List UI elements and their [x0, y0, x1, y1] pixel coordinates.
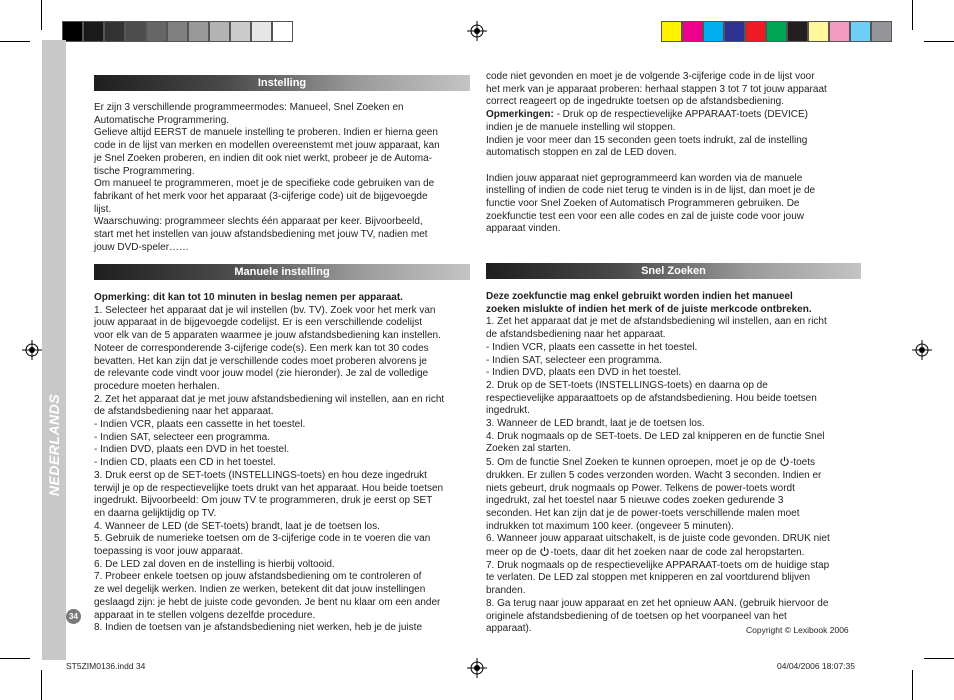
instelling-body: [94, 102, 474, 254]
text-line: Er zijn 3 verschillende programmeermodes: Manueel, Snel Zoeken en: [94, 102, 404, 113]
color-swatch: [745, 21, 766, 42]
registration-mark-icon: [467, 658, 487, 678]
text-line: zoekfunctie test een voor een alle codes en zal de juiste code voor jouw: [486, 210, 804, 222]
text-line: apparaat in te stellen volgens dezelfde procedure.: [94, 609, 316, 621]
text-line: - Indien SAT, selecteer een programma.: [94, 431, 271, 443]
color-swatch: [808, 21, 829, 42]
registration-mark-icon: [22, 340, 42, 360]
text-line: Gelieve altijd EERST de manuele instelling te proberen. Indien er hierna geen: [94, 127, 438, 139]
text-line: code in de lijst van merken en modellen overeenstemt met jouw apparaat, kan: [94, 140, 440, 152]
text-line: jouw DVD-speler……: [94, 241, 190, 253]
text-line: ingedrukt. Bijvoorbeeld: Om jouw TV te programmeren, druk je eerst op SET: [94, 495, 433, 507]
snel-zoeken-body: [486, 291, 866, 636]
text-line: Waarschuwing: programmeer slechts één apparaat per keer. Bijvoorbeeld,: [94, 216, 423, 228]
color-swatch: [272, 21, 293, 42]
color-swatch: [850, 21, 871, 42]
text-line: bevatten. Het kan zijn dat je verschillende codes moet proberen alvorens je: [94, 355, 427, 367]
opmerkingen-line: [486, 109, 866, 122]
text-line: apparaat vinden.: [486, 223, 561, 235]
copyright: Copyright © Lexibook 2006: [746, 625, 849, 635]
color-swatch: [251, 21, 272, 42]
color-swatch: [724, 21, 745, 42]
crop-mark: [41, 0, 42, 30]
color-swatch: [703, 21, 724, 42]
text-line: 4. Wanneer de LED (de SET-toets) brandt, laat je de toetsen los.: [94, 520, 380, 532]
text-line: indrukken tot maximum 100 keer. (ongeveer 5 minuten).: [486, 520, 734, 532]
text-line: toepassing is voor jouw apparaat.: [94, 546, 243, 558]
text-line: correct reageert op de ingedrukte toetsen op de afstandsbediening.: [486, 96, 784, 108]
right-top-body: [486, 71, 866, 236]
text-line: Om manueel te programmeren, moet je de specifieke code gebruiken van de: [94, 178, 435, 190]
crop-mark: [924, 658, 954, 659]
color-swatch: [787, 21, 808, 42]
text-line: automatisch stoppen en zal de LED doven.: [486, 147, 677, 159]
snel-step5-line: 5. Om de functie Snel Zoeken te kunnen oproepen, moet je op de -toets: [486, 457, 815, 469]
text-line: apparaat).: [486, 623, 532, 635]
text-line: Noteer de corresponderende 3-cijferige code(s). Een merk kan tot 30 codes: [94, 342, 429, 354]
text-line: tische Programmering.: [94, 165, 195, 177]
file-slug: ST5ZIM0136.indd 34: [66, 661, 146, 671]
registration-mark-icon: [467, 21, 487, 41]
text-line: 2. Druk op de SET-toets (INSTELLINGS-toets) en daarna op de: [486, 379, 768, 391]
text-line: branden.: [486, 585, 526, 597]
opmerkingen-label: Opmerkingen:: [486, 109, 554, 121]
text-line: - Indien DVD, plaats een DVD in het toestel.: [94, 444, 290, 456]
color-swatch: [230, 21, 251, 42]
text-line: Indien jouw apparaat niet geprogrammeerd kan worden via de manuele: [486, 172, 803, 184]
text-line: ingedrukt, zal het toestel naar 5 nieuwe codes zoeken gedurende 3: [486, 495, 784, 507]
color-swatch: [167, 21, 188, 42]
text-line: Automatische Programmering.: [94, 114, 230, 126]
page-number: 34: [66, 609, 81, 624]
text-line: 8. Ga terug naar jouw apparaat en zet het opnieuw AAN. (gebruik hiervoor de: [486, 597, 829, 609]
text-line: Zoeken zal starten.: [486, 443, 572, 455]
text-line: Deze zoekfunctie mag enkel gebruikt worden indien het manueel: [486, 291, 793, 302]
text-line: - Indien VCR, plaats een cassette in het toestel.: [94, 419, 306, 431]
power-icon: [539, 546, 550, 557]
color-swatch: [871, 21, 892, 42]
text-line: 3. Wanneer de LED brandt, laat je de toetsen los.: [486, 418, 705, 430]
snel-step6-line: meer op de -toets, daar dit het zoeken naar de code zal heropstarten.: [486, 547, 805, 559]
timestamp-slug: 04/04/2006 18:07:35: [777, 661, 855, 671]
color-swatch: [62, 21, 83, 42]
crop-mark: [912, 0, 913, 30]
language-label: NEDERLANDS: [46, 393, 62, 497]
text-line: voor elk van de 5 apparaten waarmee je jouw afstandsbediening kan instellen.: [94, 330, 441, 342]
text-line: ze wel degelijk werken. Indien ze werken, betekent dit dat jouw instellingen: [94, 584, 426, 596]
text-line: 5. Gebruik de numerieke toetsen om de 3-cijferige code in te voeren die van: [94, 533, 431, 545]
color-swatch: [83, 21, 104, 42]
crop-mark: [912, 670, 913, 700]
text-line: instelling of indien de code niet terug te vinden is in de lijst, dan moet je de: [486, 185, 816, 197]
text-line: 6. Wanneer jouw apparaat uitschakelt, is de juiste code gevonden. DRUK niet: [486, 533, 830, 545]
opmerkingen-text: - Druk op de respectievelijke APPARAAT-toets (DEVICE): [553, 109, 808, 121]
section-header-snel-zoeken: Snel Zoeken: [486, 263, 861, 279]
text-line: indien je de manuele instelling wil stoppen.: [486, 121, 676, 133]
text-line: functie voor Snel Zoeken of Automatisch Programmeren gebruiken. De: [486, 198, 800, 210]
color-swatch: [682, 21, 703, 42]
text-line: 7. Probeer enkele toetsen op jouw afstandsbediening om te controleren of: [94, 571, 422, 583]
text-line: de relevante code vindt voor jouw model (zie hieronder). Je zal de volledige: [94, 368, 429, 380]
section-header-instelling: Instelling: [94, 75, 470, 91]
text-line: - Indien SAT, selecteer een programma.: [486, 354, 663, 366]
manuele-body: [94, 292, 474, 635]
language-sidebar: [42, 40, 66, 660]
text-line: fabrikant of het merk voor het apparaat (3-cijferige code) uit de bijgevoegde: [94, 190, 428, 202]
text-line: originele afstandsbediening of de toetsen op het voorpaneel van het: [486, 610, 787, 622]
text-line: - Indien DVD, plaats een DVD in het toestel.: [486, 367, 682, 379]
text-line: en daarna gelijktijdig op TV.: [94, 507, 217, 519]
text-line: seconden. Het kan zijn dat je de power-toets verschillende malen moet: [486, 507, 800, 519]
text-line: 1. Zet het apparaat dat je met de afstandsbediening wil instellen, aan en richt: [486, 316, 827, 328]
text-line: Indien je voor meer dan 15 seconden geen toets indrukt, zal de instelling: [486, 134, 808, 146]
text-line: jouw apparaat in de bijgevoegde codelijst. Er is een verschillende codelijst: [94, 317, 422, 329]
text-line: 6. De LED zal doven en de instelling is hierbij voltooid.: [94, 558, 335, 570]
color-swatch: [766, 21, 787, 42]
registration-mark-icon: [912, 340, 932, 360]
color-swatch: [125, 21, 146, 42]
text-line: te verlaten. De LED zal stoppen met knipperen en zal voortdurend blijven: [486, 572, 811, 584]
text-line: respectievelijke apparaattoets op de afstandsbediening. Hou beide toetsen: [486, 392, 817, 404]
text-line: procedure moeten herhalen.: [94, 380, 220, 392]
text-line: je Snel Zoeken proberen, en indien dit ook niet werkt, probeer je de Automa-: [94, 152, 432, 164]
text-line: code niet gevonden en moet je de volgende 3-cijferige code in de lijst voor: [486, 71, 815, 82]
text-line: niets gebeurt, druk nogmaals op Power. Telkens de power-toets wordt: [486, 482, 795, 494]
color-swatch: [661, 21, 682, 42]
crop-mark: [0, 41, 30, 42]
text-line: terwijl je op de respectievelijke toets drukt van het apparaat. Hou beide toetsen: [94, 482, 444, 494]
crop-mark: [41, 670, 42, 700]
text-line: het merk van je apparaat proberen: herhaal stappen 3 tot 7 tot jouw apparaat: [486, 83, 827, 95]
text-line: - Indien VCR, plaats een cassette in het toestel.: [486, 341, 698, 353]
color-swatch: [188, 21, 209, 42]
text-line: geslaagd zijn: je hebt de juiste code gevonden. Je bent nu klaar om een ander: [94, 596, 441, 608]
text-line: de afstandsbediening naar het apparaat.: [94, 406, 274, 418]
text-line: 7. Druk nogmaals op de respectievelijke APPARAAT-toets om de huidige stap: [486, 559, 830, 571]
text-line: drukken. Er zullen 5 codes verzonden worden. Wacht 3 seconden. Indien er: [486, 469, 822, 481]
crop-mark: [924, 41, 954, 42]
power-icon: [779, 456, 790, 467]
text-line: - Indien CD, plaats een CD in het toestel.: [94, 457, 276, 469]
crop-mark: [0, 658, 30, 659]
text-line: 8. Indien de toetsen van je afstandsbediening niet werken, heb je de juiste: [94, 622, 423, 634]
text-line: start met het instellen van jouw afstandsbediening met jouw TV, nadien met: [94, 229, 428, 241]
text-line: zoeken mislukte of indien het merk of de juiste merkcode ontbreken.: [486, 303, 812, 315]
section-header-manuele-instelling: Manuele instelling: [94, 264, 470, 280]
text-line: 1. Selecteer het apparaat dat je wil instellen (bv. TV). Zoek voor het merk van: [94, 304, 436, 316]
text-line: ingedrukt.: [486, 405, 530, 417]
manuele-note: Opmerking: dit kan tot 10 minuten in beslag nemen per apparaat.: [94, 292, 403, 303]
color-swatch: [146, 21, 167, 42]
text-line: lijst.: [94, 203, 112, 215]
text-line: 2. Zet het apparaat dat je met jouw afstandsbediening wil instellen, aan en richt: [94, 393, 445, 405]
color-swatch: [209, 21, 230, 42]
text-line: 4. Druk nogmaals op de SET-toets. De LED zal knipperen en de functie Snel: [486, 430, 825, 442]
text-line: 3. Druk eerst op de SET-toets (INSTELLINGS-toets) en hou deze ingedrukt: [94, 469, 427, 481]
color-swatch: [104, 21, 125, 42]
text-line: de afstandsbediening naar het apparaat.: [486, 329, 666, 341]
color-swatch: [829, 21, 850, 42]
